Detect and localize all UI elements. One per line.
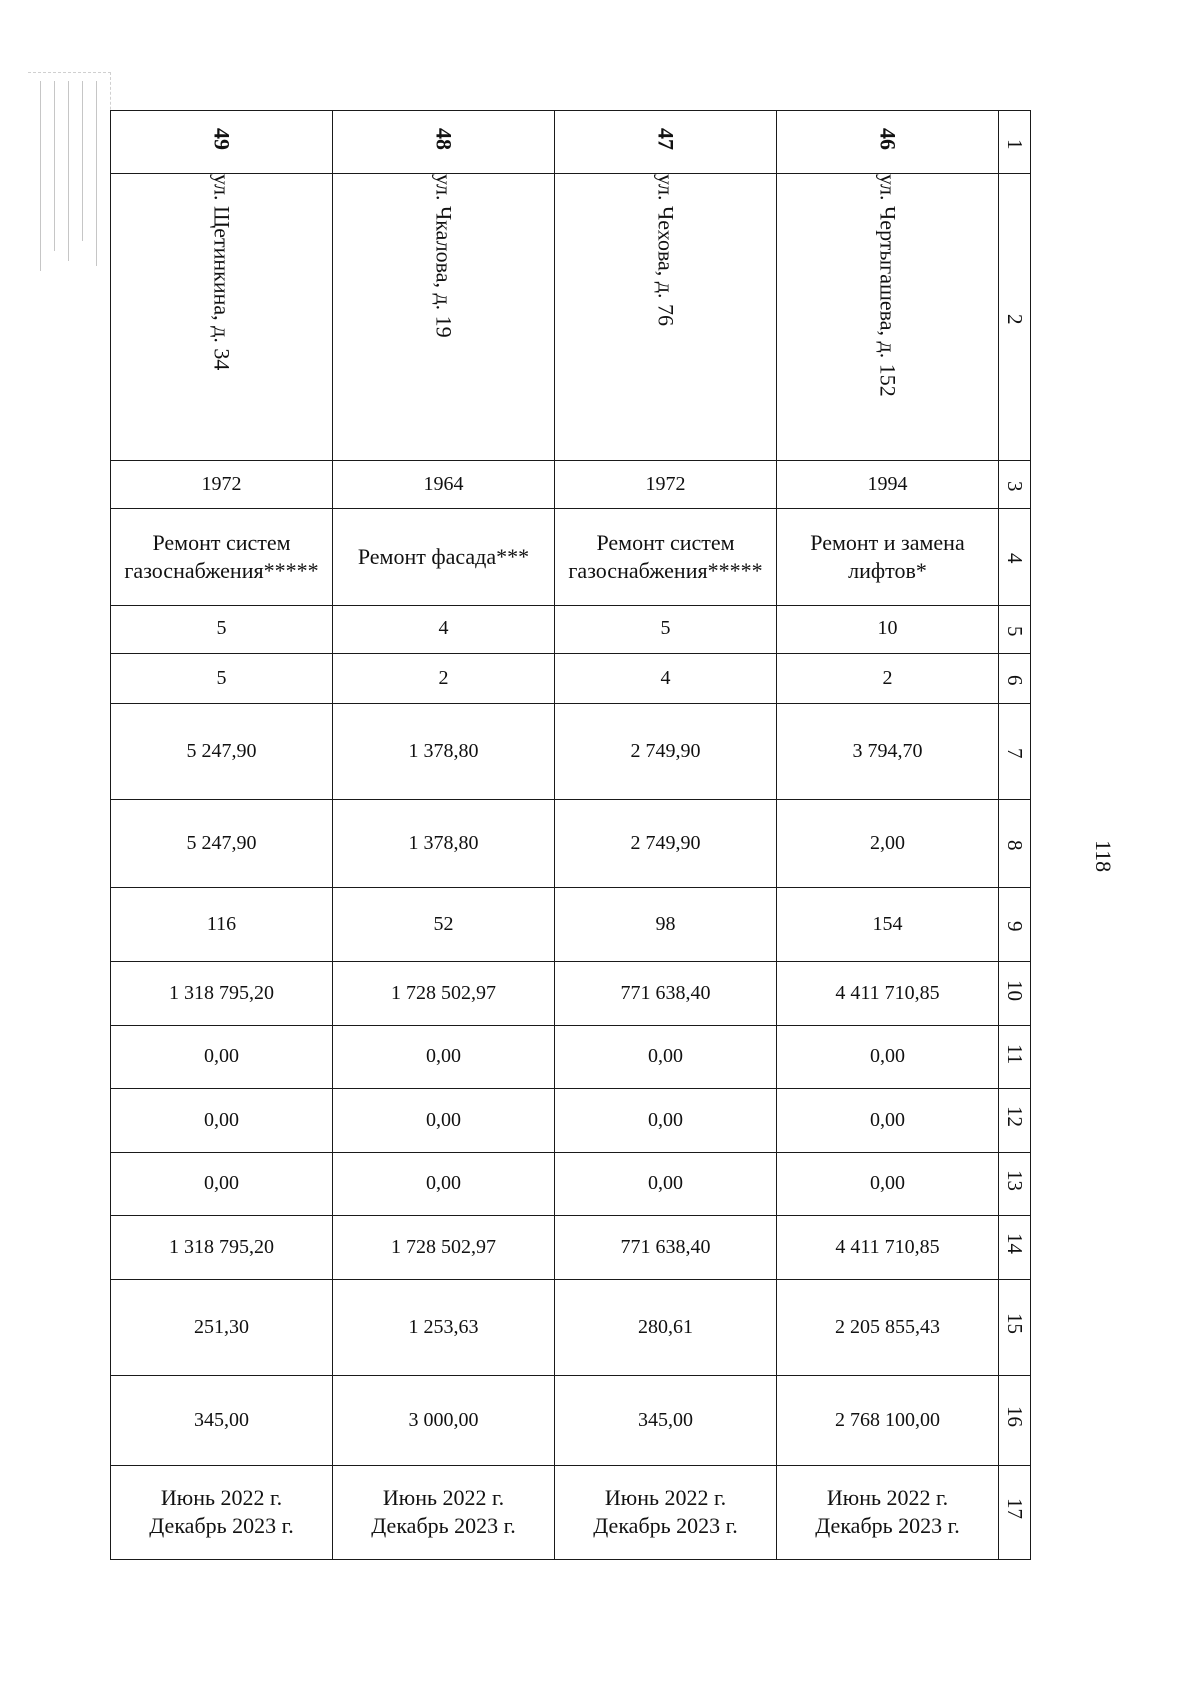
work_type-line: лифтов* (848, 557, 927, 583)
column-number (999, 1025, 1031, 1088)
work_type-line: Ремонт систем (152, 529, 291, 555)
cell-work_type (777, 509, 999, 605)
cell-c16: 345,00 (111, 1376, 333, 1466)
work_type-line: Ремонт и замена (810, 529, 965, 555)
column-number-text: 1 (1002, 138, 1027, 150)
cell-c6: 5 (111, 653, 333, 703)
cell-c8: 2 749,90 (555, 800, 777, 888)
faded-stamp (28, 72, 111, 283)
table-row (111, 111, 1031, 174)
column-number (999, 174, 1031, 461)
column-number-text: 7 (1002, 748, 1027, 759)
column-number (999, 605, 1031, 653)
cell-address (333, 174, 555, 461)
cell-c10: 4 411 710,85 (777, 962, 999, 1025)
cell-c10: 771 638,40 (555, 962, 777, 1025)
table-row (111, 887, 1031, 961)
column-number (999, 653, 1031, 703)
table-row (111, 461, 1031, 509)
column-number (999, 962, 1031, 1025)
cell-c10: 1 318 795,20 (111, 962, 333, 1025)
cell-c13: 0,00 (777, 1152, 999, 1215)
cell-c14: 771 638,40 (555, 1216, 777, 1279)
column-number (999, 1216, 1031, 1279)
address-text: ул. Щетинкина, д. 34 (209, 174, 235, 371)
cell-c6: 2 (333, 653, 555, 703)
table-row (111, 800, 1031, 888)
c17-line: Декабрь 2023 г. (149, 1513, 294, 1539)
cell-c8: 1 378,80 (333, 800, 555, 888)
cell-year: 1964 (333, 461, 555, 509)
cell-c15: 2 205 855,43 (777, 1279, 999, 1375)
row-number: 47 (653, 127, 679, 150)
column-number (999, 1465, 1031, 1559)
column-number-text: 14 (1002, 1233, 1027, 1255)
capital-repair-table (110, 110, 1031, 1560)
column-number-text: 11 (1002, 1043, 1027, 1064)
table-row (111, 1089, 1031, 1152)
c17-line: Июнь 2022 г. (826, 1485, 949, 1511)
address-text: ул. Чехова, д. 76 (653, 174, 679, 327)
cell-c5: 5 (555, 605, 777, 653)
column-number-text: 8 (1002, 840, 1027, 851)
work_type-line: газоснабжения***** (568, 557, 763, 583)
column-number-text: 6 (1002, 674, 1027, 686)
cell-year: 1972 (111, 461, 333, 509)
cell-c9: 52 (333, 887, 555, 961)
cell-c9: 116 (111, 887, 333, 961)
cell-c5: 10 (777, 605, 999, 653)
cell-c5: 5 (111, 605, 333, 653)
cell-c7: 5 247,90 (111, 704, 333, 800)
address-text: ул. Чертыгашева, д. 152 (875, 174, 901, 398)
cell-c12: 0,00 (333, 1089, 555, 1152)
column-number (999, 704, 1031, 800)
column-number (999, 1279, 1031, 1375)
column-number-text: 10 (1002, 979, 1027, 1001)
cell-num (777, 111, 999, 174)
cell-c14: 1 318 795,20 (111, 1216, 333, 1279)
cell-c17 (777, 1465, 999, 1559)
c17-line: Июнь 2022 г. (604, 1485, 727, 1511)
cell-c16: 3 000,00 (333, 1376, 555, 1466)
cell-c9: 98 (555, 887, 777, 961)
cell-c15: 1 253,63 (333, 1279, 555, 1375)
table-row (111, 1376, 1031, 1466)
page-number: 118 (1091, 840, 1116, 873)
work_type-line: Ремонт фасада*** (357, 543, 530, 569)
column-number-text: 9 (1002, 921, 1027, 932)
cell-c11: 0,00 (555, 1025, 777, 1088)
cell-c7: 3 794,70 (777, 704, 999, 800)
cell-work_type (555, 509, 777, 605)
table-row (111, 1025, 1031, 1088)
row-number: 46 (875, 127, 901, 150)
column-number-text: 2 (1002, 313, 1027, 325)
c17-line: Июнь 2022 г. (382, 1485, 505, 1511)
cell-c17 (111, 1465, 333, 1559)
c17-line: Декабрь 2023 г. (371, 1513, 516, 1539)
cell-address (555, 174, 777, 461)
column-number-text: 16 (1002, 1406, 1027, 1428)
cell-c9: 154 (777, 887, 999, 961)
table-row (111, 704, 1031, 800)
cell-c11: 0,00 (111, 1025, 333, 1088)
column-number (999, 509, 1031, 605)
cell-c14: 4 411 710,85 (777, 1216, 999, 1279)
row-number: 48 (431, 127, 457, 150)
column-number (999, 1152, 1031, 1215)
column-number (999, 887, 1031, 961)
cell-work_type (111, 509, 333, 605)
column-number-text: 3 (1002, 481, 1027, 492)
table-row (111, 174, 1031, 461)
cell-c14: 1 728 502,97 (333, 1216, 555, 1279)
cell-c10: 1 728 502,97 (333, 962, 555, 1025)
column-number (999, 111, 1031, 174)
column-number-text: 5 (1002, 625, 1027, 637)
cell-c12: 0,00 (777, 1089, 999, 1152)
c17-line: Июнь 2022 г. (160, 1485, 283, 1511)
address-text: ул. Чкалова, д. 19 (431, 174, 457, 339)
column-number-text: 4 (1002, 553, 1027, 564)
cell-num (333, 111, 555, 174)
table-row (111, 1152, 1031, 1215)
column-number-text: 15 (1002, 1313, 1027, 1335)
cell-c12: 0,00 (111, 1089, 333, 1152)
cell-year: 1972 (555, 461, 777, 509)
cell-c15: 251,30 (111, 1279, 333, 1375)
table-row (111, 605, 1031, 653)
cell-c6: 4 (555, 653, 777, 703)
cell-c12: 0,00 (555, 1089, 777, 1152)
table-row (111, 1279, 1031, 1375)
cell-c8: 5 247,90 (111, 800, 333, 888)
column-number-text: 17 (1002, 1498, 1027, 1520)
column-number-text: 13 (1002, 1169, 1027, 1191)
cell-c17 (555, 1465, 777, 1559)
cell-c13: 0,00 (111, 1152, 333, 1215)
column-number (999, 800, 1031, 888)
cell-num (111, 111, 333, 174)
cell-c6: 2 (777, 653, 999, 703)
table-row (111, 509, 1031, 605)
cell-c15: 280,61 (555, 1279, 777, 1375)
cell-num (555, 111, 777, 174)
c17-line: Декабрь 2023 г. (815, 1513, 960, 1539)
table-row (111, 1465, 1031, 1559)
cell-c17 (333, 1465, 555, 1559)
work_type-line: газоснабжения***** (124, 557, 319, 583)
work_type-line: Ремонт систем (596, 529, 735, 555)
column-number-text: 12 (1002, 1106, 1027, 1128)
cell-c16: 2 768 100,00 (777, 1376, 999, 1466)
column-number (999, 1376, 1031, 1466)
cell-c7: 2 749,90 (555, 704, 777, 800)
cell-c13: 0,00 (555, 1152, 777, 1215)
cell-year: 1994 (777, 461, 999, 509)
cell-address (777, 174, 999, 461)
cell-c13: 0,00 (333, 1152, 555, 1215)
column-number (999, 461, 1031, 509)
cell-c11: 0,00 (333, 1025, 555, 1088)
c17-line: Декабрь 2023 г. (593, 1513, 738, 1539)
cell-address (111, 174, 333, 461)
table-row (111, 962, 1031, 1025)
column-number (999, 1089, 1031, 1152)
row-number: 49 (209, 127, 235, 150)
cell-work_type (333, 509, 555, 605)
cell-c7: 1 378,80 (333, 704, 555, 800)
table-row (111, 1216, 1031, 1279)
cell-c16: 345,00 (555, 1376, 777, 1466)
cell-c11: 0,00 (777, 1025, 999, 1088)
cell-c5: 4 (333, 605, 555, 653)
table-row (111, 653, 1031, 703)
cell-c8: 2,00 (777, 800, 999, 888)
